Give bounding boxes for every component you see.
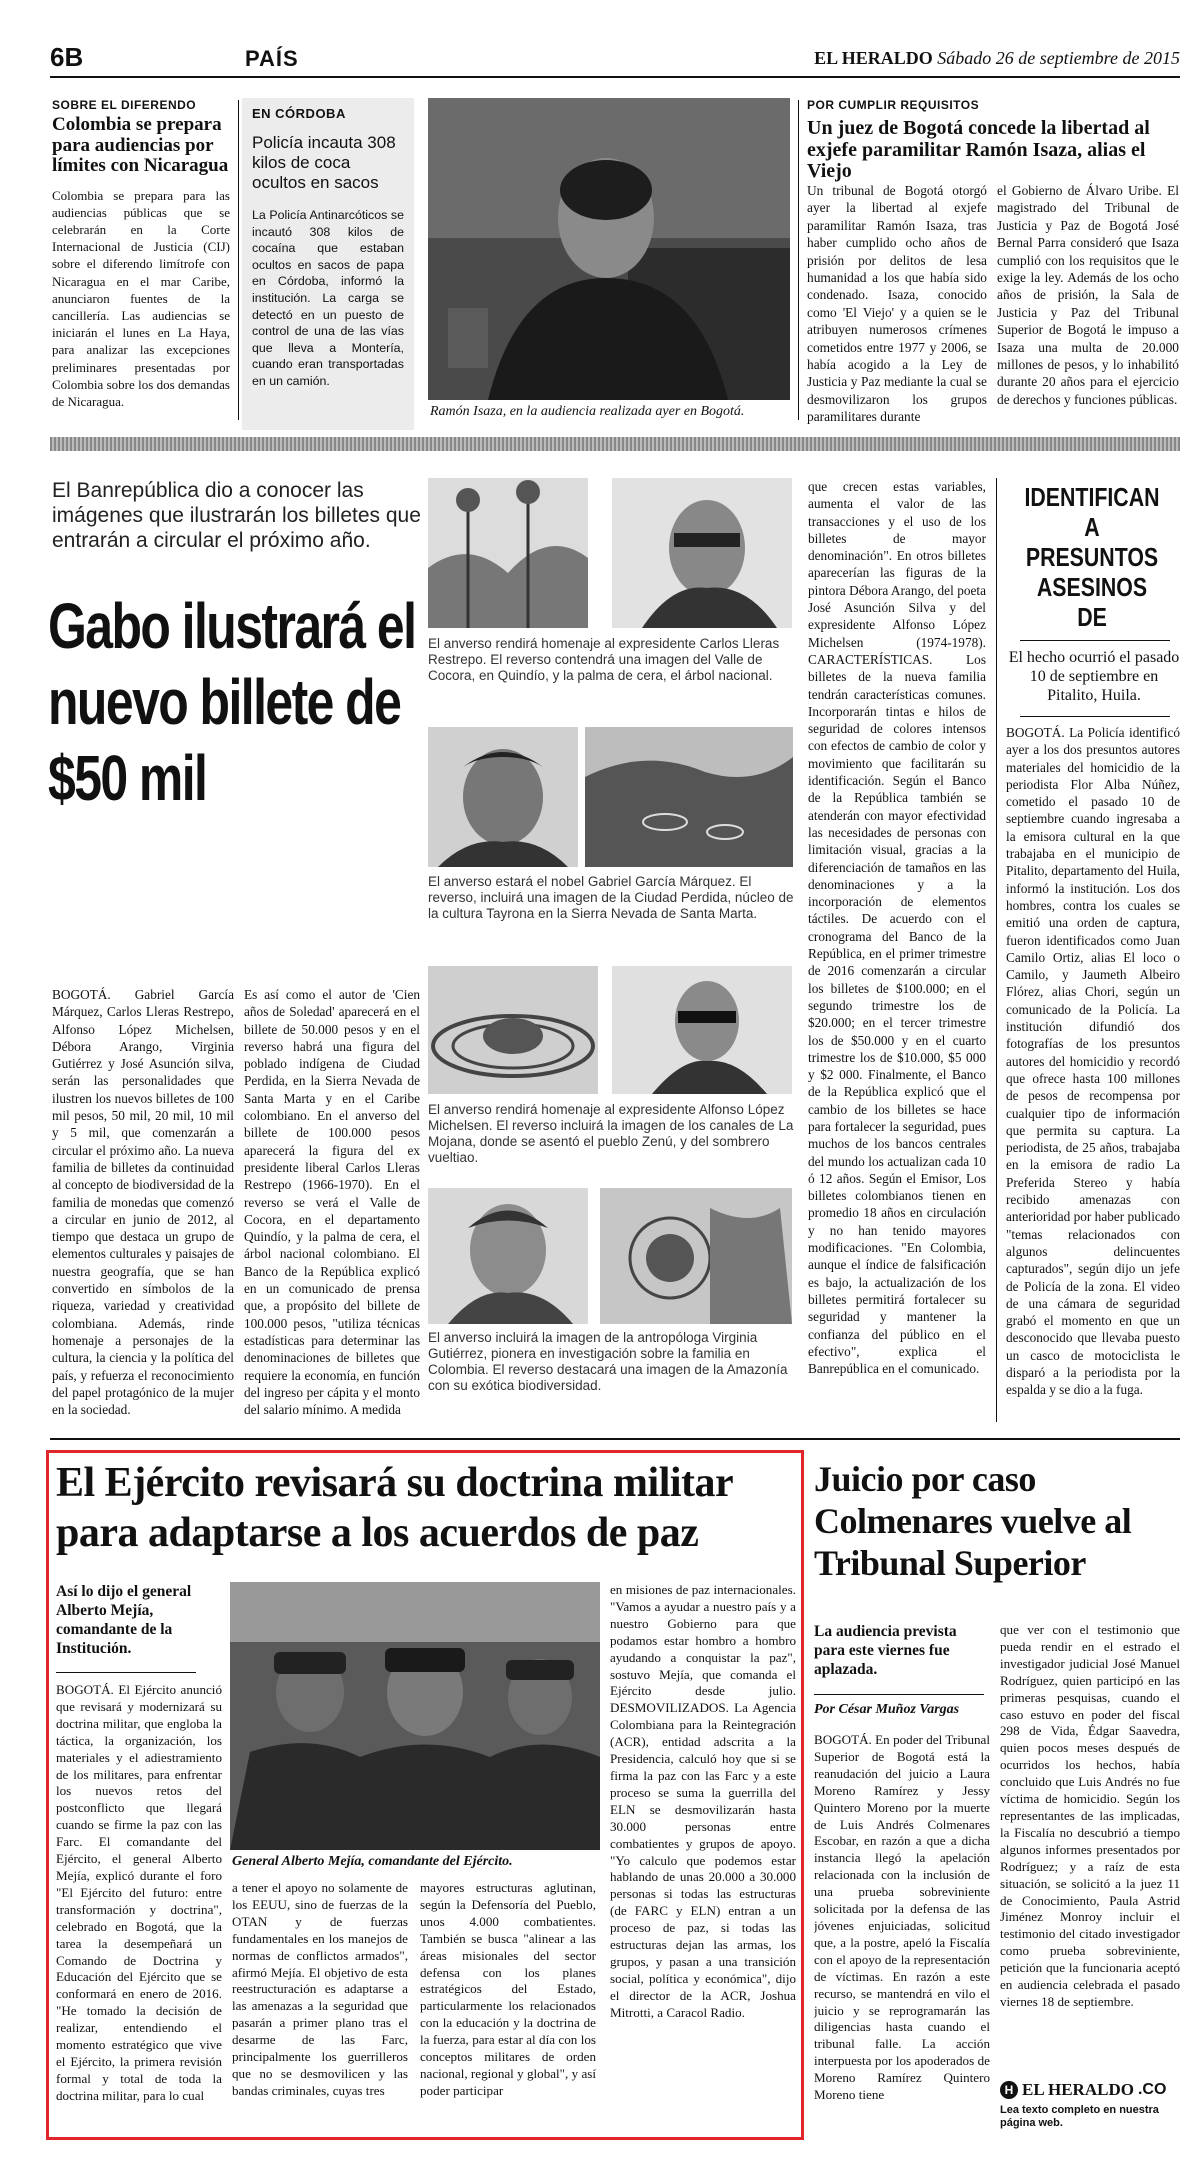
ejercito-col-2: a tener el apoyo no solamente de los EEUU, sino de fuerzas de la OTAN y de fuerzas fundamentales en los manejos de normas de conflictos armados", afirmó Mejía. El objetivo de esta reestructuración es adaptarse a las amenazas a la seguridad que pasarán a primer plano tras el desarme de las Farc, principalmente los guerrilleros que no se desmovilicen y las bandas criminales, cuyas tres — [232, 1880, 408, 2098]
bill-image-amazonia — [600, 1188, 792, 1324]
article-col-1: Un tribunal de Bogotá otorgó ayer la libertad al exjefe paramilitar Ramón Isaza, tras haber cumplido ocho años de prisión por delitos de lesa humanidad a los que había sido condenado. Isaza, conocido como 'El Viejo' y a quien se le atribuyen numerosos crímenes cometidos entre 1977 y 2006, se había acogido a la Ley de Justicia y Paz mediante la cual se desmovilizaron los grupos paramilitares durante — [807, 183, 987, 425]
photo-caption: Ramón Isaza, en la audiencia realizada ayer en Bogotá. — [430, 404, 745, 419]
column-rule — [238, 100, 239, 420]
story-diferendo — [52, 98, 230, 428]
gabo-col-2: Es así como el autor de 'Cien años de Soledad' aparecerá en el billete de 50.000 pesos y en el reverso habrá una figura del poblado indígena de Ciudad Perdida, en la Sierra Nevada de Santa Marta y en el Caribe colombiano. En el anverso del billete de 100.000 pesos aparecerá la figura del ex presidente liberal Carlos Lleras Restrepo (1966-1970). En el reverso se verá el Valle de Cocora, en el departamento Quindío, y la palma de cera, el árbol nacional colombiano. El Banco de la República explicó en un comunicado de prensa que, a propósito del billete de 100.000 pesos, "utiliza técnicas estadísticas para determinar las denominaciones de billetes que requiere la economía, en función del ingreso per cápita y el monto del salario mínimo. A medida — [244, 987, 420, 1418]
headline: Colombia se prepara para audiencias por límites con Nicaragua — [52, 114, 229, 177]
bill-caption-1: El anverso rendirá homenaje al expresidente Carlos Lleras Restrepo. El reverso contendrá una imagen del Valle de Cocora, en Quindío, y la palma de cera, el árbol nacional. — [428, 636, 780, 683]
bill-image-ciudad-perdida — [585, 727, 793, 867]
headline-rule — [1020, 640, 1170, 641]
story-isaza-head — [807, 98, 1179, 186]
article-col-2: el Gobierno de Álvaro Uribe. El magistrado del Tribunal de Justicia y Paz de Bogotá José Bernal Parra consideró que Isaza cumplió con los requisitos que le exige la ley. Además de los ocho años de prisión, la Sala de Justicia y Paz del Tribunal Superior de Bogotá le impuso a Isaza una multa de 20.000 millones de pesos, y lo inhabilitó durante 20 años para el ejercicio de derechos y funciones públicas. — [997, 183, 1179, 407]
asesinos-body: BOGOTÁ. La Policía identificó ayer a los dos presuntos autores materiales del homicidio de la periodista Flor Alba Núñez, cometido el pasado 10 de septiembre cuando ingresaba a la emisora cultural en la que trabajaba en el municipio de Pitalito, departamento del Huila, informó la institución. Los dos hombres, contra los cuales se emitió una orden de captura, fueron identificados como Juan Camilo Ortiz, alias El loco o Camilo, y Jaumeth Albeiro Flórez, alias Chori, según un comunicado de la Policía. La institución difundió dos fotografías de los presuntos autores del homicidio y recordó que ofrece hasta 100 millones de pesos de recompensa por cualquier tipo de información que permita su captura. La periodista, de 25 años, trabajaba en la emisora de radio La Preferida Stereo y había recibido amenazas con anterioridad por haber publicado "temas relacionados con algunos delincuentes capturados", según dijo un jefe de Policía de la zona. El video de una cámara de seguridad grabó el momento en que un desconocido que llevaba puesto un casco de motociclista le disparó a la periodista por la espalda y se dio a la fuga. — [1006, 725, 1180, 1398]
gabo-col-3: que crecen estas variables, aumenta el valor de las transacciones y el uso de los billetes de mayor denominación". En otros billetes aparecerían las figuras de la pintora Débora Arango, del poeta José Asunción Silva y del expresidente Alfonso López Michelsen (1974-1978). CARACTERÍSTICAS. Los billetes de la nueva familia tendrán características comunes. Incorporarán tintas e hilos de seguridad de colores intensos con efectos de cambio de color y movimiento que facilitarán su identificación. Según el Banco de la República también se atenderán con mayor efectividad las necesidades de personas con limitación visual, gracias a la diferenciación de tamaños en las denominaciones y a la incorporación de elementos táctiles. De acuerdo con el cronograma del Banco de la República, en el primer trimestre de 2016 comenzarán a circular los billetes de $100.000; en el segundo trimestre los de $20.000; en el tercer trimestre los de $50.000 y en el cuarto trimestre los de $10.000, $5 000 y $2 000. Finalmente, el Banco de la República explicó que el cambio de los billetes se hace para fortalecer la seguridad, pues muchos de los bancos centrales del mundo los actualizan cada 10 ó 12 años. Según el Emisor, Los billetes colombianos tienen en promedio 18 años en circulación y no han tenido mayores modificaciones. "En Colombia, aunque el índice de falsificación es bajo, la actualización de los billetes permitirá fortalecer su seguridad y mantener la confianza del público en el efectivo", explica el Banrepública en el comunicado. — [808, 479, 986, 1377]
ejercito-headline: El Ejército revisará su doctrina militar para adaptarse a los acuerdos de paz — [56, 1460, 733, 1556]
bill-image-lopez-michelsen — [612, 966, 792, 1094]
colmenares-headline: Juicio por caso Colmenares vuelve al Tribunal Superior — [814, 1459, 1132, 1583]
web-promo[interactable] — [1000, 2080, 1180, 2136]
colmenares-col-2: que ver con el testimonio que pueda rendir en el estrado el investigador judicial José Manuel Rodríguez, quien participó en las primeras pesquisas, cuando el caso estuvo en poder del fiscal 298 de Vida, Édgar Saavedra, quien pocos meses después de ocurridos los hechos, había concluido que Luis Andrés no fue víctima de homicidio. Según los representantes de las implicadas, la Fiscalía no descubrió a tiempo algunos informes presentados por Rodríguez; y a raíz de esta situación, se solicitó a la juez 11 de Conocimiento, Paula Astrid Jiménez Monroy incluir el testimonio del citado investigador como prueba sobreviniente, petición que la funcionaria aceptó en audiencia celebrada el pasado viernes 18 de septiembre. — [1000, 1622, 1180, 2009]
gabo-headline: Gabo ilustrará el nuevo billete de $50 mil — [48, 590, 416, 814]
asesinos-deck: El hecho ocurrió el pasado 10 de septiembre en Pitalito, Huila. — [1008, 649, 1180, 704]
promo-text: Lea texto completo en nuestra página web. — [1000, 2104, 1159, 2129]
ejercito-col-3: mayores estructuras aglutinan, según la Defensoría del Pueblo, unos 4.000 combatientes. También se busca "alinear a las áreas misionales del sector defensa con los planes estratégicos del Estado, particularmente los relacionados con la educación y la doctrina de la fuerza, para estar al día con los conceptos militares de orden nacional, regional y global", y así poder participar — [420, 1880, 596, 2098]
column-rule — [798, 100, 799, 420]
page-header — [50, 40, 1180, 78]
ejercito-col-1: BOGOTÁ. El Ejército anunció que revisará y modernizará su doctrina militar, que engloba la táctica, la organización, los materiales y el adiestramiento de los militares, para enfrentar los nuevos retos del postconflicto que llegará cuando se firme la paz con las Farc. El comandante del Ejército, el general Alberto Mejía, explicó durante el foro "El Ejército del futuro: entre transformación y doctrina", celebrado en Bogotá, que la tarea la desempeñará un Comando de Doctrina y Educación del Ejército que se conformará en enero de 2016. "He tomado la decisión de realizar, entendiendo el momento estratégico que vive el Ejército, la primera revisión formal y total de toda la doctrina militar, para lo cual — [56, 1682, 222, 2103]
page-number: 6B — [50, 42, 84, 72]
brief-body: La Policía Antinarcóticos se incautó 308 kilos de cocaína que estaban ocultos en sacos de papa en Córdoba, informó la institución. La carga se detectó en un puesto de control de una de las vías que lleva a Montería, cuando eran transportadas en un camión. — [252, 208, 404, 388]
deck-rule — [814, 1694, 984, 1695]
bill-caption-2: El anverso estará el nobel Gabriel García Márquez. El reverso, incluirá una imagen de la Ciudad Perdida, núcleo de la cultura Tayrona en la Sierra Nevada de Santa Marta. — [428, 874, 794, 921]
kicker: EN CÓRDOBA — [252, 106, 346, 121]
byline: Por César Muñoz Vargas — [814, 1702, 960, 1717]
gabo-deck: El Banrepública dio a conocer las imágenes que ilustrarán los billetes que entrarán a circular el próximo año. — [52, 479, 421, 552]
bill-image-garcia-marquez — [428, 727, 578, 867]
photo-ramon-isaza — [428, 98, 790, 400]
deck-rule — [56, 1672, 196, 1673]
bill-image-cocora — [428, 478, 588, 628]
headline: Policía incauta 308 kilos de coca ocultos en sacos — [252, 133, 396, 192]
headline-rule — [1020, 716, 1170, 717]
promo-logo: EL HERALDO — [1022, 2080, 1134, 2099]
kicker: POR CUMPLIR REQUISITOS — [807, 98, 980, 112]
photo-caption: General Alberto Mejía, comandante del Ejército. — [232, 1854, 513, 1869]
ejercito-col-4: en misiones de paz internacionales. "Vamos a ayudar a nuestro país y a nuestro Gobierno para que podamos estar hombro a hombro ayudando a conquistar la paz", sostuvo Mejía, que comanda el Ejército desde julio. DESMOVILIZADOS. La Agencia Colombiana para la Reintegración (ACR), entidad adscrita a la Presidencia, calculó hoy que si se firma la paz con las Farc y a este proceso se suma la guerrilla del ELN se desmovilizarán hasta 30.000 personas entre combatientes y grupos de apoyo. "Yo calculo que podemos estar hablando de unas 20.000 a 30.000 personas si todas las estructuras (de FARC y ELN) entran a un proceso de paz, si todas las estructuras dejan las armas, los grupos, y pasan a una transición social, política y económica", dijo el director de la ACR, Joshua Mitrotti, a Caracol Radio. — [610, 1582, 796, 2020]
masthead-date: EL HERALDO Sábado 26 de septiembre de 2015 — [814, 48, 1180, 68]
photo-general-mejia — [230, 1582, 600, 1850]
bill-caption-4: El anverso incluirá la imagen de la antropóloga Virginia Gutiérrez, pionera en investigación sobre la familia en Colombia. El reverso destacará una imagen de la Amazonía con su exótica biodiversidad. — [428, 1330, 788, 1393]
gabo-col-1: BOGOTÁ. Gabriel García Márquez, Carlos Lleras Restrepo, Alfonso López Michelsen, Débora Arango, Virginia Gutiérrez y José Asunción silva, serán las personalidades que ilustren los nuevos billetes de 100 mil pesos, 50 mil, 20 mil, 10 mil y 5 mil, que comenzarán a circular el próximo año. La nueva familia de billetes da continuidad al concepto de biodiversidad de la familia de monedas que comenzó a circular en junio de 2012, al tiempo que destaca un grupo de elementos culturales y paisajes de nuestra geografía, que se han convertido en símbolos de la riqueza, variedad y creatividad colombiana. Además, rinde homenaje a personajes de la cultura, la ciencia y la política del país, y refuerza el reconocimiento del papel protagónico de la mujer en la sociedad. — [52, 987, 234, 1418]
brief-cordoba — [242, 98, 414, 430]
ejercito-deck: Así lo dijo el general Alberto Mejía, comandante de la Institución. — [56, 1583, 192, 1657]
column-rule — [996, 478, 997, 1422]
bill-caption-3: El anverso rendirá homenaje al expresidente Alfonso López Michelsen. El reverso incluirá la imagen de los canales de La Mojana, donde se asentó el pueblo Zenú, y del sombrero vueltiao. — [428, 1102, 794, 1165]
section-name: PAÍS — [245, 46, 299, 71]
section-divider — [50, 437, 1180, 451]
heraldo-logo-icon: H — [1000, 2081, 1018, 2099]
bill-image-lleras — [612, 478, 792, 628]
colmenares-col-1: BOGOTÁ. En poder del Tribunal Superior de Bogotá está la reanudación del juicio a Laura Moreno Ramírez y Jessy Quintero Moreno por la muerte de Luis Andrés Colmenares Escobar, en razón a que a dicha instancia llegó la apelación relacionada con la inclusión de una prueba sobreviniente solicitada por la defensa de las jóvenes enjuiciadas, solicitud que, a la postre, apeló la Fiscalía con el apoyo de la representación de víctimas. En razón a este recurso, se mantendrá en vilo el juicio y se reprogramarán las diligencias hasta cuando el tribunal falle. La acción interpuesta por los apoderados de Moreno Ramírez Quintero Moreno tiene — [814, 1732, 990, 2103]
headline: Un juez de Bogotá concede la libertad al exjefe paramilitar Ramón Isaza, alias el Viejo — [807, 117, 1150, 183]
bill-image-mojana — [428, 966, 598, 1094]
article-body: Colombia se prepara para las audiencias públicas que se celebrarán en la Corte Internacional de Justicia (CIJ) sobre el diferendo limítrofe con Nicaragua en el mar Caribe, anunciaron fuentes de la cancillería. Las audiencias se iniciarán el lunes en La Haya, para analizar las excepciones preliminares presentadas por Colombia sobre los dos demandas de Nicaragua. — [52, 187, 230, 409]
promo-suffix: .CO — [1137, 2081, 1167, 2098]
asesinos-headline: IDENTIFICAN A PRESUNTOS ASESINOS DE — [1024, 482, 1160, 632]
kicker: SOBRE EL DIFERENDO — [52, 98, 197, 112]
section-rule — [50, 1438, 1180, 1440]
bill-image-virginia-gutierrez — [428, 1188, 588, 1324]
colmenares-deck: La audiencia prevista para este viernes fue aplazada. — [814, 1623, 957, 1678]
